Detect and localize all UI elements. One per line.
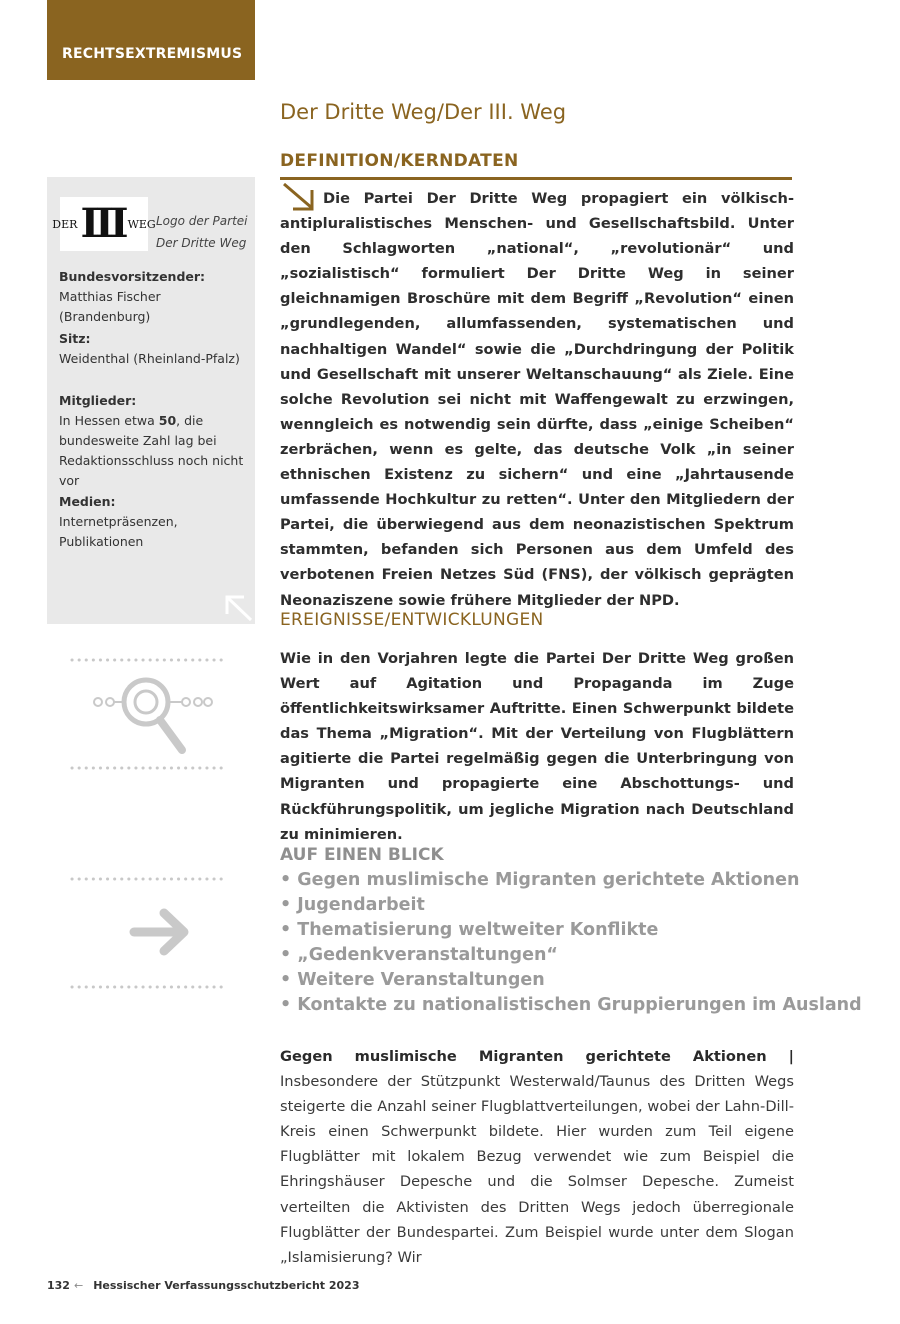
dotted-divider <box>70 658 228 662</box>
seat-info <box>59 329 249 369</box>
definition-heading: DEFINITION/KERNDATEN <box>280 151 519 171</box>
members-count: 50 <box>158 413 177 428</box>
events-paragraph: Wie in den Vorjahren legte die Partei Der Dritte Weg großen Wert auf Agitation und Propaganda im Zuge öffentlichkeitswirksamer Auftritte. Einen Schwerpunkt bildete das Thema „Migration“. Mit der Verteilung von Flugblättern agitierte die Partei regelmäßig gegen die Unterbringung von Migranten und propagierte eine Abschottungs- und Rückführungspolitik, um jegliche Migration nach Deutschland zu minimieren. <box>280 650 794 843</box>
logo-caption: Logo der Partei Der Dritte Weg <box>156 214 248 250</box>
chair-info <box>59 267 249 327</box>
logo-text-right: WEG <box>127 217 156 231</box>
members-suffix: , die bundesweite Zahl lag bei Redaktionsschluss noch nicht vor <box>59 413 244 488</box>
events-heading: EREIGNISSE/ENTWICKLUNGEN <box>280 610 544 630</box>
heading-rule <box>280 177 792 180</box>
section-tag: RECHTSEXTREMISMUS <box>47 0 255 80</box>
detail-lead: Gegen muslimische Migranten gerichtete Aktionen | <box>280 1048 794 1065</box>
media-label: Medien: <box>59 494 116 509</box>
dotted-divider <box>70 766 228 770</box>
page-number: 132 <box>47 1279 70 1292</box>
magnifier-icon <box>90 672 215 757</box>
diagonal-arrow-icon <box>221 592 255 624</box>
members-info <box>59 391 249 491</box>
detail-paragraph <box>280 1044 794 1270</box>
page-title: Der Dritte Weg/Der III. Weg <box>280 100 567 124</box>
page-footer <box>47 1279 360 1292</box>
list-item: • Thematisierung weltweiter Konflikte <box>280 918 862 943</box>
media-info <box>59 492 249 552</box>
key-facts-sidebar <box>47 177 255 624</box>
chair-name: Matthias Fischer <box>59 289 161 304</box>
list-item: • Gegen muslimische Migranten gerichtete Aktionen <box>280 868 862 893</box>
definition-paragraph: Die Partei Der Dritte Weg propagiert ein völkisch-antipluralistisches Menschen- und Gesellschaftsbild. Unter den Schlagworten „national“, „revolutionär“ und „sozialistisch“ formuliert Der Dritte Weg in seiner gleichnamigen Broschüre mit dem Begriff „Revolution“ einen „grundlegenden, allumfassenden, systematischen und nachhaltigen Wandel“ sowie die „Durchdringung der Politik und Gesellschaft mit unserer Weltanschauung“ als Ziele. Eine solche Revolution sei nicht mit Waffengewalt zu erzwingen, wenngleich es notwendig sein dürfte, dass „einige Scheiben“ zerbrächen, wenn es gelte, das deutsche Volk „in seiner ethnischen Existenz zu sichern“ und eine „Jahrtausende umfassende Hochkultur zu retten“. Unter den Mitgliedern der Partei, die überwiegend aus dem neonazistischen Spektrum stammten, befanden sich Personen aus dem Umfeld des verbotenen Freien Netzes Süd (FNS), der völkisch geprägten Neonaziszene sowie frühere Mitglieder der NPD. <box>280 190 794 609</box>
members-prefix: In Hessen etwa <box>59 413 155 428</box>
media-text: Internetpräsenzen, Publikationen <box>59 514 178 549</box>
detail-text: Insbesondere der Stützpunkt Westerwald/Taunus des Dritten Wegs steigerte die Anzahl seiner Flugblattverteilungen, wobei der Lahn-Dill-Kreis einen Schwerpunkt bildete. Hier wurden zum Teil eigene Flugblätter mit lokalem Bezug verwendet wie zum Beispiel die Ehringshäuser Depesche und die Solmser Depesche. Zumeist verteilten die Aktivisten des Dritten Wegs jedoch überregionale Flugblätter der Bundespartei. Zum Beispiel wurde unter dem Slogan „Islamisierung? Wir <box>280 1073 794 1266</box>
back-arrow-icon: ← <box>73 1279 84 1292</box>
glance-list <box>280 868 862 1018</box>
dotted-divider <box>70 985 228 989</box>
members-label: Mitglieder: <box>59 393 137 408</box>
list-item: • Jugendarbeit <box>280 893 862 918</box>
glance-title: AUF EINEN BLICK <box>280 845 444 865</box>
publication-title: Hessischer Verfassungsschutzbericht 2023 <box>93 1279 360 1292</box>
logo-text-left: DER <box>52 217 78 231</box>
list-item: • Weitere Veranstaltungen <box>280 968 862 993</box>
seat-label: Sitz: <box>59 331 91 346</box>
list-item: • „Gedenkveranstaltungen“ <box>280 943 862 968</box>
party-logo <box>52 197 156 251</box>
list-item: • Kontakte zu nationalistischen Gruppierungen im Ausland <box>280 993 862 1018</box>
chair-region: (Brandenburg) <box>59 309 151 324</box>
dotted-divider <box>70 877 228 881</box>
seat-name: Weidenthal <box>59 351 130 366</box>
seat-region: (Rheinland-Pfalz) <box>133 351 240 366</box>
right-arrow-icon <box>128 905 193 960</box>
chair-label: Bundesvorsitzender: <box>59 269 206 284</box>
logo-text-center: III <box>80 200 125 247</box>
